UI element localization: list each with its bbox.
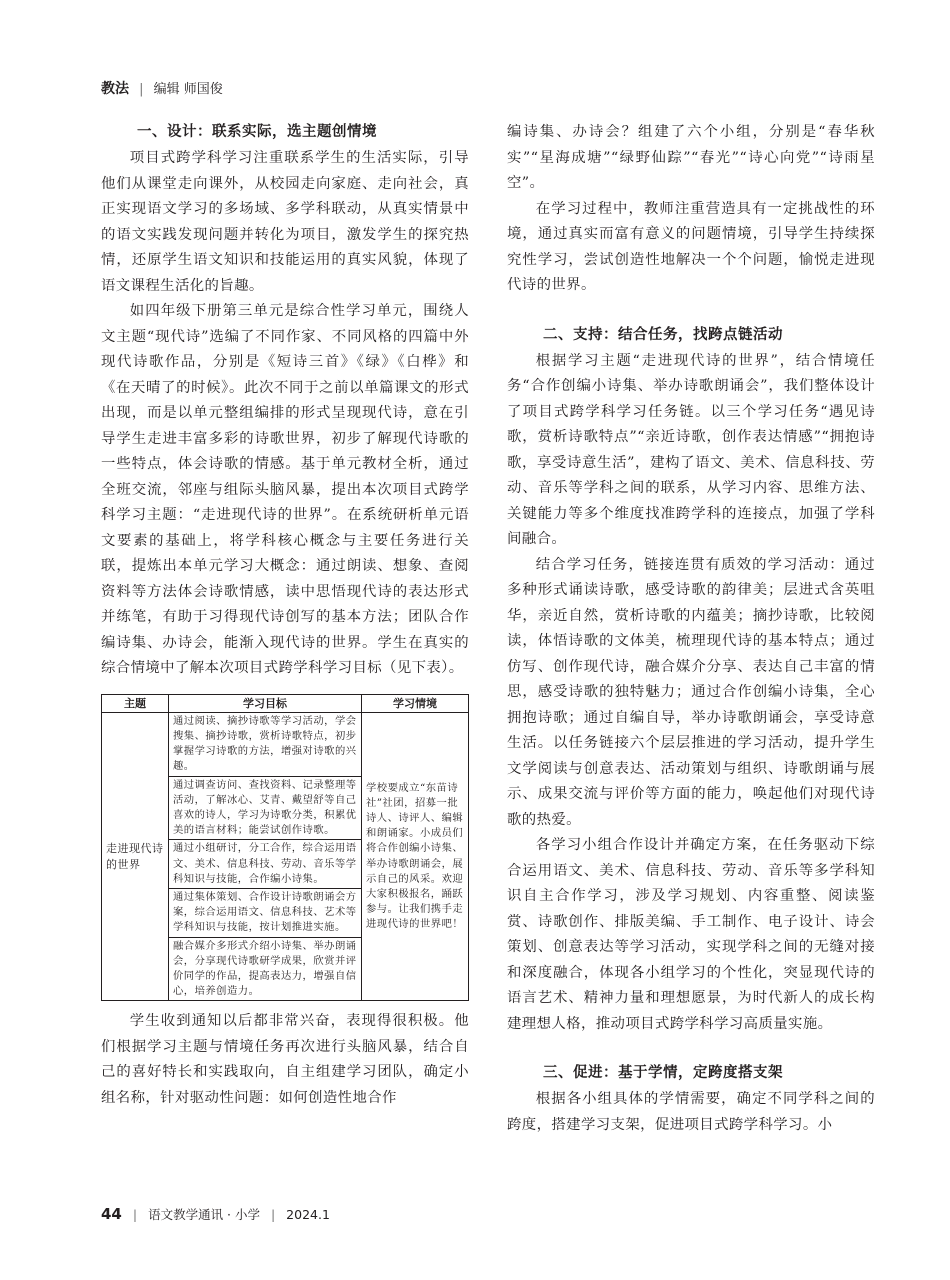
goal-cell: 通过调查访问、查找资料、记录整理等活动，了解冰心、艾青、戴望舒等自己喜欢的诗人，学习为诗歌分类，积累优美的语言材料；能尝试创作诗歌。 — [169, 776, 362, 840]
editor-credit: 编辑 师国俊 — [153, 82, 223, 97]
table-header-row — [102, 694, 469, 712]
goal-cell: 通过集体策划、合作设计诗歌朗诵会方案，综合运用语文、信息科技、艺术等学科知识与技能，按计划推进实施。 — [169, 888, 362, 937]
issue-number: 2024.1 — [286, 1207, 330, 1222]
journal-name: 语文教学通讯 · 小学 — [148, 1207, 260, 1222]
column-name: 教法 — [101, 81, 129, 97]
paragraph: 根据各小组具体的学情需要，确定不同学科之间的跨度，搭建学习支架，促进项目式跨学科学习。小 — [507, 1091, 875, 1133]
table-row — [102, 712, 469, 776]
paragraph: 在学习过程中，教师注重营造具有一定挑战性的环境，通过真实而富有意义的问题情境，引导学生持续探究性学习，尝试创造性地解决一个个问题，愉悦走进现代诗的世界。 — [507, 200, 875, 293]
goal-cell: 通过阅读、摘抄诗歌等学习活动，学会搜集、摘抄诗歌，赏析诗歌特点，初步掌握学习诗歌的方法，增强对诗歌的兴趣。 — [169, 712, 362, 776]
learning-goals-table — [101, 694, 469, 1002]
paragraph: 各学习小组合作设计并确定方案，在任务驱动下综合运用语文、美术、信息科技、劳动、音乐等多学科知识自主合作学习，涉及学习规划、内容重整、阅读鉴赏、诗歌创作、排版美编、手工制作、电子设计、诗会策划、创意表达等学习活动，实现学科之间的无缝对接和深度融合，体现各小组学习的个性化，突显现代诗的语言艺术、精神力量和理想愿景，为时代新人的成长构建理想人格，推动项目式跨学科学习高质量实施。 — [507, 837, 875, 1032]
header-separator: | — [139, 82, 144, 97]
table-header: 主题 — [102, 694, 169, 712]
goal-cell: 通过小组研讨，分工合作，综合运用语文、美术、信息科技、劳动、音乐等学科知识与技能，合作编小诗集。 — [169, 840, 362, 889]
goal-cell: 融合媒介多形式介绍小诗集、举办朗诵会，分享现代诗歌研学成果，欣赏并评价同学的作品，提高表达力，增强自信心，培养创造力。 — [169, 937, 362, 1001]
table-header: 学习情境 — [362, 694, 469, 712]
section-1-title: 一、设计：联系实际，选主题创情境 — [137, 124, 377, 140]
table-header: 学习目标 — [169, 694, 362, 712]
footer-separator: | — [132, 1207, 138, 1222]
section-2-title: 二、支持：结合任务，找跨点链活动 — [543, 326, 783, 343]
paragraph: 编诗集、办诗会？组建了六个小组，分别是“春华秋实”“星海成塘”“绿野仙踪”“春光”“诗心向党”“诗雨星空”。 — [507, 124, 875, 191]
paragraph: 根据学习主题“走进现代诗的世界”，结合情境任务“合作创编小诗集、举办诗歌朗诵会”，我们整体设计了项目式跨学科学习任务链。以三个学习任务“遇见诗歌，赏析诗歌特点”“亲近诗歌，创作表达情感”“拥抱诗歌，享受诗意生活”，建构了语文、美术、信息科技、劳动、音乐等学科之间的联系，从学习内容、思维方法、关键能力等多个维度找准跨学科的连接点，加强了学科间融合。 — [507, 352, 875, 547]
paragraph: 项目式跨学科学习注重联系学生的生活实际，引导他们从课堂走向课外，从校园走向家庭、走向社会，真正实现语文学习的多场域、多学科联动，从真实情景中的语文实践发现问题并转化为项目，激发学生的探究热情，还原学生语文知识和技能运用的真实风貌，体现了语文课程生活化的旨趣。 — [101, 150, 469, 294]
paragraph: 如四年级下册第三单元是综合性学习单元，围绕人文主题“现代诗”选编了不同作家、不同风格的四篇中外现代诗歌作品，分别是《短诗三首》《绿》《白桦》和《在天晴了的时候》。此次不同于之前以单篇课文的形式出现，而是以单元整组编排的形式呈现现代诗，意在引导学生走进丰富多彩的诗歌世界，初步了解现代诗歌的一些特点，体会诗歌的情感。基于单元教材全析，通过全班交流，邻座与组际头脑风暴，提出本次项目式跨学科学习主题：“走进现代诗的世界”。在系统研析单元语文要素的基础上，将学科核心概念与主要任务进行关联，提炼出本单元学习大概念：通过朗读、想象、查阅资料等方法体会诗歌情感，读中思悟现代诗的表达形式并练笔，有助于习得现代诗创写的基本方法；团队合作编诗集、办诗会，能渐入现代诗的世界。学生在真实的综合情境中了解本次项目式跨学科学习目标（见下表）。 — [101, 303, 469, 676]
page-number: 44 — [101, 1205, 122, 1223]
situation-cell: 学校要成立“东苗诗社”社团，招募一批诗人、诗评人、编辑和朗诵家。小成员们将合作创编小诗集、举办诗歌朗诵会，展示自己的风采。欢迎大家积极报名，踊跃参与。让我们携手走进现代诗的世界吧！ — [362, 712, 469, 1001]
footer-separator: | — [270, 1207, 276, 1222]
section-3-title: 三、促进：基于学情，定跨度搭支架 — [543, 1065, 783, 1081]
left-column — [101, 120, 469, 1111]
page-footer — [101, 1205, 330, 1223]
paragraph: 结合学习任务，链接连贯有质效的学习活动：通过多种形式诵读诗歌，感受诗歌的韵律美；层进式含英咀华，亲近自然，赏析诗歌的内蕴美；摘抄诗歌，比较阅读，体悟诗歌的文体美，梳理现代诗的基本特点；通过仿写、创作现代诗，融合媒介分享、表达自己丰富的情思，感受诗歌的独特魅力；通过合作创编小诗集，全心拥抱诗歌；通过自编自导，举办诗歌朗诵会，享受诗意生活。以任务链接六个层层推进的学习活动，提升学生文学阅读与创意表达、活动策划与组织、诗歌朗诵与展示、成果交流与评价等方面的能力，唤起他们对现代诗歌的热爱。 — [507, 556, 875, 828]
running-header — [101, 78, 223, 98]
right-column — [507, 120, 875, 1138]
paragraph: 学生收到通知以后都非常兴奋，表现得很积极。他们根据学习主题与情境任务再次进行头脑风暴，结合自己的喜好特长和实践取向，自主组建学习团队，确定小组名称，针对驱动性问题：如何创造性地合作 — [101, 1013, 469, 1106]
topic-cell: 走进现代诗的世界 — [102, 712, 169, 1001]
